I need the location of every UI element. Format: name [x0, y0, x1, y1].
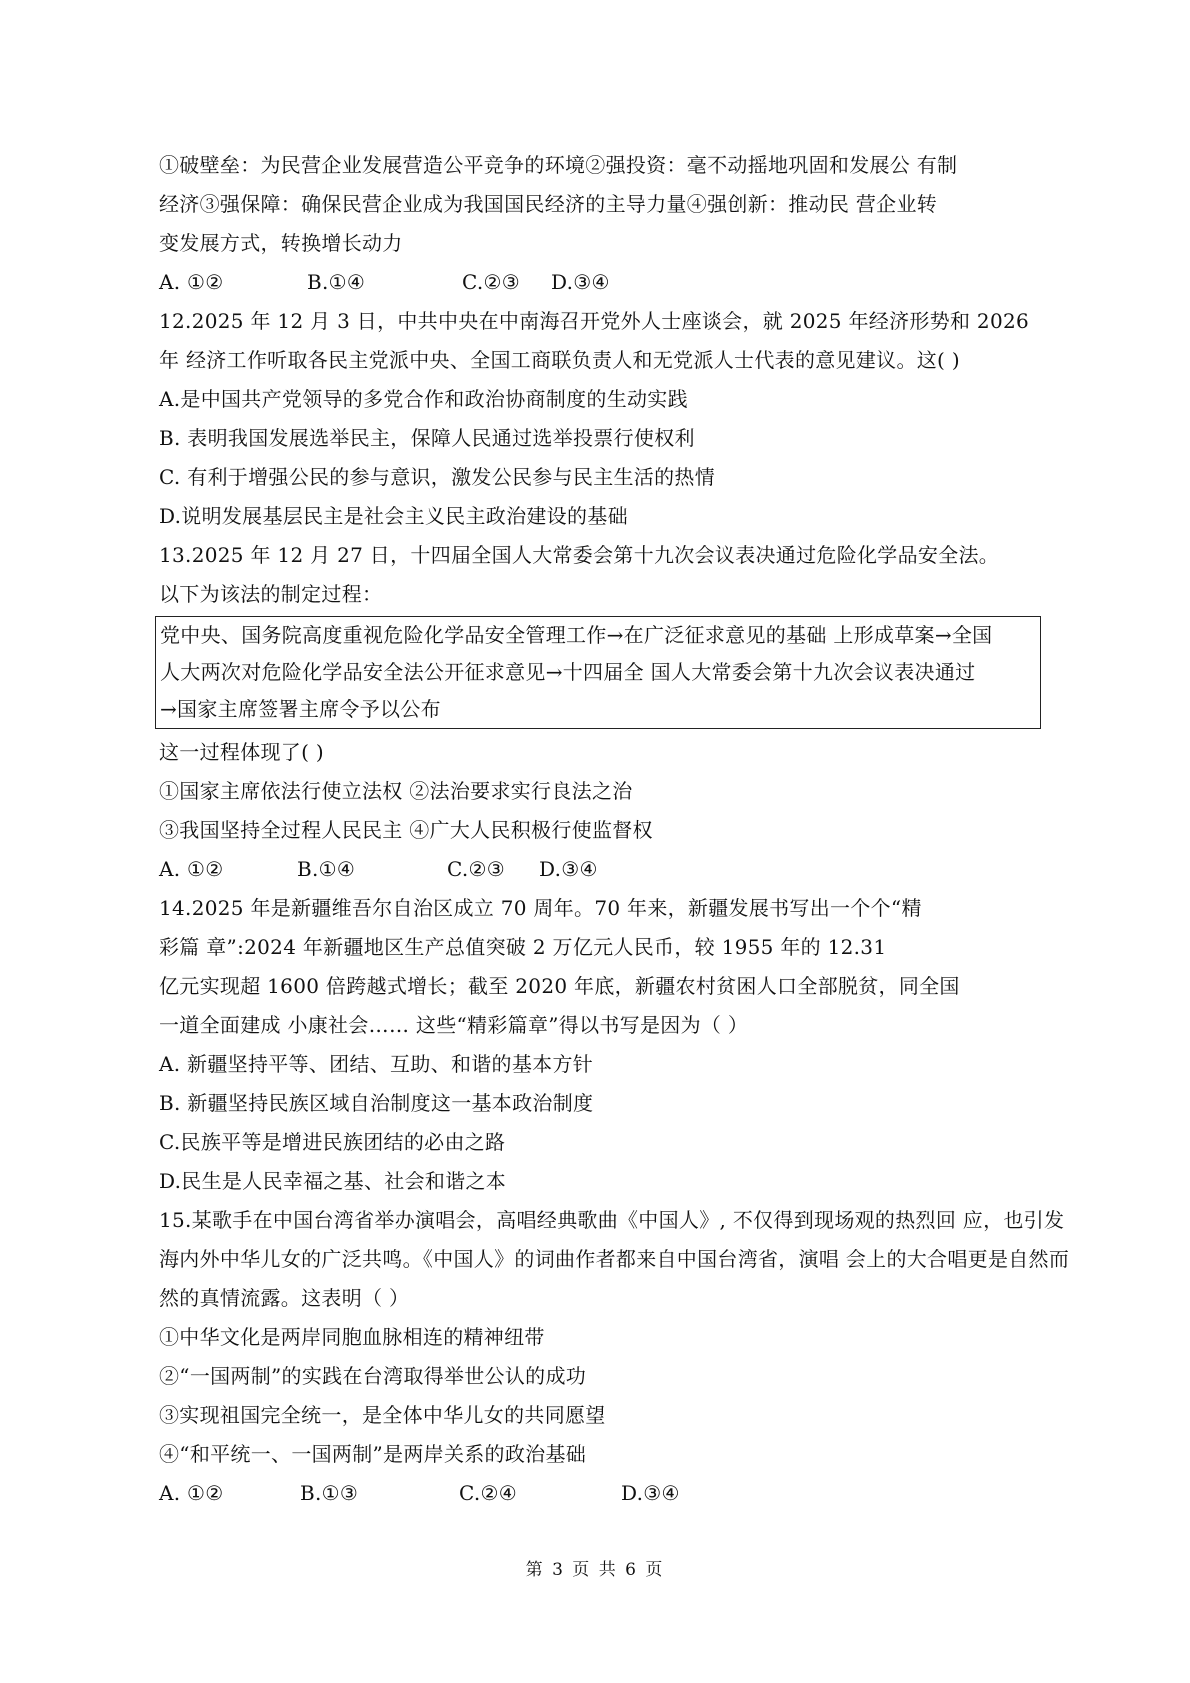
- q11-line-3: 变发展方式，转换增长动力: [159, 231, 403, 255]
- q15-option-b: B.①③: [300, 1481, 359, 1505]
- question-14: [159, 889, 1039, 1201]
- q13-options: [159, 850, 1039, 889]
- q14-stem-2: 彩篇 章”:2024 年新疆地区生产总值突破 2 万亿元人民币，较 1955 年的 12.31: [159, 935, 887, 959]
- q11-option-d: D.③④: [551, 270, 610, 294]
- q15-statement-3: ③实现祖国完全统一，是全体中华儿女的共同愿望: [159, 1403, 606, 1427]
- q15-statement-4: ④“和平统一、一国两制”是两岸关系的政治基础: [159, 1442, 587, 1466]
- q14-choice-d: D.民生是人民幸福之基、社会和谐之本: [159, 1169, 507, 1193]
- q13-box-line-2: 人大两次对危险化学品安全法公开征求意见→十四届全 国人大常委会第十九次会议表决通过: [160, 660, 976, 684]
- q13-statements-2: ③我国坚持全过程人民民主 ④广大人民积极行使监督权: [159, 818, 653, 842]
- q14-choice-b: B. 新疆坚持民族区域自治制度这一基本政治制度: [159, 1091, 594, 1115]
- q12-choice-c: C. 有利于增强公民的参与意识，激发公民参与民主生活的热情: [159, 465, 716, 489]
- q14-choice-c: C.民族平等是增进民族团结的必由之路: [159, 1130, 506, 1154]
- q15-option-c: C.②④: [459, 1481, 518, 1505]
- question-12: [159, 302, 1039, 536]
- q11-line-2: 经济③强保障：确保民营企业成为我国国民经济的主导力量④强创新：推动民 营企业转: [159, 192, 938, 216]
- q15-statement-2: ②“一国两制”的实践在台湾取得举世公认的成功: [159, 1364, 587, 1388]
- q13-option-a: A. ①②: [159, 857, 224, 881]
- q13-process-box: [155, 616, 1041, 729]
- q12-choice-b: B. 表明我国发展选举民主，保障人民通过选举投票行使权利: [159, 426, 695, 450]
- q13-statements-1: ①国家主席依法行使立法权 ②法治要求实行良法之治: [159, 779, 633, 803]
- q11-line-1: ①破壁垒：为民营企业发展营造公平竞争的环境②强投资：毫不动摇地巩固和发展公 有制: [159, 153, 958, 177]
- q11-option-a: A. ①②: [159, 270, 224, 294]
- q12-stem-2: 年 经济工作听取各民主党派中央、全国工商联负责人和无党派人士代表的意见建议。这( ): [159, 348, 960, 372]
- q13-option-d: D.③④: [539, 857, 598, 881]
- q11-options: [159, 263, 1039, 302]
- q14-stem-4: 一道全面建成 小康社会…… 这些“精彩篇章”得以书写是因为（ ）: [159, 1013, 749, 1037]
- q14-choice-a: A. 新疆坚持平等、团结、互助、和谐的基本方针: [159, 1052, 594, 1076]
- q15-option-a: A. ①②: [159, 1481, 224, 1505]
- q13-option-c: C.②③: [447, 857, 506, 881]
- q14-stem-3: 亿元实现超 1600 倍跨越式增长；截至 2020 年底，新疆农村贫困人口全部脱贫，同全国: [159, 974, 960, 998]
- q13-prompt: 这一过程体现了( ): [159, 740, 324, 764]
- q13-stem-2: 以下为该法的制定过程：: [159, 582, 383, 606]
- q14-stem-1: 14.2025 年是新疆维吾尔自治区成立 70 周年。70 年来，新疆发展书写出一个个“精: [159, 896, 922, 920]
- q15-option-d: D.③④: [621, 1481, 680, 1505]
- q13-stem-1: 13.2025 年 12 月 27 日，十四届全国人大常委会第十九次会议表决通过危险化学品安全法。: [159, 543, 1000, 567]
- q13-option-b: B.①④: [297, 857, 356, 881]
- q15-stem-2: 海内外中华儿女的广泛共鸣。《中国人》的词曲作者都来自中国台湾省，演唱 会上的大合唱更是自然而: [159, 1247, 1070, 1271]
- q12-stem-1: 12.2025 年 12 月 3 日，中共中央在中南海召开党外人士座谈会，就 2025 年经济形势和 2026: [159, 309, 1030, 333]
- q15-stem-1: 15.某歌手在中国台湾省举办演唱会，高唱经典歌曲《中国人》, 不仅得到现场观的热烈回 应，也引发: [159, 1208, 1065, 1232]
- page-footer: 第 3 页 共 6 页: [525, 1560, 665, 1580]
- q15-options: [159, 1474, 1039, 1513]
- q12-choice-a: A.是中国共产党领导的多党合作和政治协商制度的生动实践: [159, 387, 688, 411]
- q11-option-c: C.②③: [462, 270, 521, 294]
- question-11-tail: [159, 146, 1039, 302]
- q15-stem-3: 然的真情流露。这表明（ ）: [159, 1286, 410, 1310]
- q15-statement-1: ①中华文化是两岸同胞血脉相连的精神纽带: [159, 1325, 545, 1349]
- q12-choice-d: D.说明发展基层民主是社会主义民主政治建设的基础: [159, 504, 628, 528]
- question-15: [159, 1201, 1070, 1513]
- q11-option-b: B.①④: [307, 270, 366, 294]
- q13-box-line-1: 党中央、国务院高度重视危险化学品安全管理工作→在广泛征求意见的基础 上形成草案→全国: [160, 623, 993, 647]
- page-content: [159, 146, 1070, 1513]
- question-13: [159, 536, 1039, 889]
- q13-box-line-3: →国家主席签署主席令予以公布: [160, 697, 441, 721]
